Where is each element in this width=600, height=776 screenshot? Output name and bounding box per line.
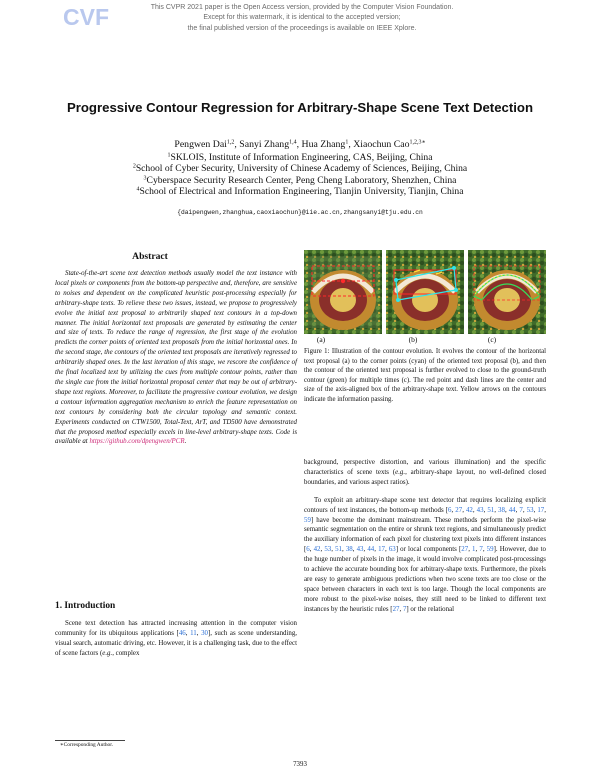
citation-link[interactable]: 27 — [392, 605, 400, 613]
cvf-logo — [62, 4, 114, 28]
figure-label-a: (a) — [316, 335, 326, 344]
affiliation-text: SKLOIS, Institute of Information Engineering, CAS, Beijing, China — [170, 152, 433, 163]
affiliation — [60, 163, 540, 174]
abstract-end: . — [184, 438, 187, 446]
citation-link[interactable]: 27 — [461, 546, 469, 554]
citation-link[interactable]: 7 — [519, 506, 523, 514]
affiliation — [60, 186, 540, 197]
citation-link[interactable]: 53 — [526, 506, 534, 514]
citation-link[interactable]: 44 — [367, 546, 375, 554]
citation-link[interactable]: 27 — [455, 506, 463, 514]
citation-link[interactable]: 43 — [476, 506, 484, 514]
citation-link[interactable]: 6 — [448, 506, 452, 514]
right-paragraph-1: background, perspective distortion, and various illumination) and the specific characteristics of scene texts (e.g., arbitrary-shape layout, no well-defined closed boundaries, and various aspect ratios). — [304, 459, 546, 486]
citation-link[interactable]: 63 — [388, 546, 396, 554]
paper-title: Progressive Contour Regression for Arbitrary-Shape Scene Text Detection — [66, 100, 534, 115]
abstract-heading: Abstract — [132, 251, 168, 262]
affiliation-marker: 2 — [132, 163, 136, 170]
citation-link[interactable]: 42 — [313, 546, 321, 554]
affiliation-text: School of Cyber Security, University of Chinese Academy of Sciences, Beijing, China — [135, 163, 468, 175]
figure-label-c: (c) — [487, 335, 497, 344]
citation-link[interactable]: 30 — [201, 629, 208, 637]
footnote-divider — [55, 740, 125, 741]
affiliation-marker: 3 — [143, 175, 147, 182]
citation-link[interactable]: 51 — [335, 546, 342, 554]
citation-link[interactable]: 51 — [487, 506, 495, 514]
footnote: ∗Corresponding Author. — [60, 742, 114, 748]
code-url-link[interactable]: https://github.com/dpengwen/PCR — [89, 438, 185, 446]
figure-label-b: (b) — [408, 335, 418, 344]
citation-link[interactable]: 6 — [306, 546, 310, 554]
affiliation-marker: 4 — [136, 186, 140, 193]
open-access-watermark — [126, 3, 478, 34]
affiliation-marker: 1 — [167, 152, 171, 159]
citation-link[interactable]: 53 — [324, 546, 332, 554]
intro-paragraph-1: Scene text detection has attracted increasing attention in the computer vision community for its ubiquitous applications [46, 11, 30], such as scene understanding, visual search, automatic driving, etc. However, it is a challenging task, due to the effect of scene factors (e.g., complex — [55, 620, 298, 657]
section-heading-introduction: 1. Introduction — [55, 601, 116, 611]
citation-link[interactable]: 42 — [465, 506, 473, 514]
watermark-line: the final published version of the proceedings is available on IEEE Xplore. — [187, 24, 417, 32]
figure-panel-a — [304, 250, 382, 334]
author-affiliation-marker: 1,2,3∗ — [409, 139, 426, 146]
citation-link[interactable]: 59 — [304, 516, 311, 524]
author-affiliation-marker: 1 — [345, 139, 349, 146]
citation-link[interactable]: 7 — [402, 605, 407, 613]
italic-text: e.g. — [102, 649, 113, 657]
affiliation-text: Cyberspace Security Research Center, Peng Cheng Laboratory, Shenzhen, China — [146, 174, 457, 186]
affiliation-list — [60, 152, 540, 197]
author-name: Xiaochun Cao — [353, 139, 410, 150]
citation-link[interactable]: 7 — [479, 546, 483, 554]
citation-link[interactable]: 38 — [498, 506, 505, 514]
author-affiliation-marker: 1,4 — [289, 139, 297, 146]
author-name: Sanyi Zhang — [239, 139, 290, 150]
figure-caption: Figure 1: Illustration of the contour evolution. It evolves the contour of the horizontal text proposal (a) to the corner points (cyan) of the oriented text proposal (b), and then the contour of the oriented text proposal is further evolved to close to the ground-truth contour (green) for multiple times (c). The red point and dash lines are the center and size of the axis-aligned box of the arbitrary-shape text. Yellow arrows on the contours indicate the information passing. — [304, 348, 546, 403]
citation-link[interactable]: 17 — [537, 506, 545, 514]
page-number: 7393 — [293, 761, 307, 768]
citation-link[interactable]: 17 — [378, 546, 385, 554]
affiliation-text: School of Electrical and Information Engineering, Tianjin University, Tianjin, China — [139, 185, 464, 197]
citation-link[interactable]: 44 — [508, 506, 516, 514]
figure-1 — [304, 250, 546, 344]
watermark-line: Except for this watermark, it is identical to the accepted version; — [203, 14, 401, 22]
citation-link[interactable]: 11 — [190, 629, 197, 637]
italic-text: e.g. — [395, 468, 406, 476]
author-list: Pengwen Dai$^{1,2}$, Sanyi Zhang$^{1,4}$, Hua Zhang$^1$, Xiaochun Cao$^{1,2,3∗}$ — [174, 139, 426, 150]
author-name: Hua Zhang — [301, 139, 346, 150]
right-paragraph-2: To exploit an arbitrary-shape scene text detector that requires localizing explicit contours of text instances, the bottom-up methods [6, 27, 42, 43, 51, 38, 44, 7, 53, 17, 59] have become the dominant mainstream. These methods perform the pixel-wise semantic segmentation on the entire or shrunk text regions, and simultaneously predict the auxiliary information of each pixel for clustering text pixels into different instances [6, 42, 53, 51, 38, 43, 44, 17, 63] or local components [27, 1, 7, 59]. However, due to the huge number of pixels in the image, it would involve complicated post-processings to achieve the accurate bounding box for arbitrary-shape texts. Furthermore, the pixels are easy to generate ambiguous predictions when two scene texts are too close or the space between characters in each text is too large. Though the local components are more robust to the pixel-wise noises, they still need to be linked to different text instances by the heuristic rules [27, 7] or the relational — [304, 496, 546, 613]
citation-link[interactable]: 1 — [472, 546, 476, 554]
citation-link[interactable]: 59 — [486, 546, 494, 554]
introduction-text — [55, 619, 297, 659]
author-emails: {daipengwen,zhanghua,caoxiaochun}@iie.ac.cn,zhangsanyi@tju.edu.cn — [177, 209, 423, 216]
abstract-text — [55, 269, 297, 447]
watermark-line: This CVPR 2021 paper is the Open Access version, provided by the Computer Vision Foundation. — [150, 4, 454, 11]
affiliation — [60, 175, 540, 186]
abstract-body: State-of-the-art scene text detection methods usually model the text instance with local pixels or components from the bottom-up perspective and, therefore, are sensitive to noises and dependent on the complicated heuristic post-processing especially for arbitrary-shape texts. To relieve these two issues, instead, we propose to progressively evolve the initial text proposal to arbitrarily shaped text contours in a top-down manner. The initial horizontal text proposals are generated by estimating the center and size of texts. To reduce the range of regression, the first stage of the evolution predicts the corner points of oriented text proposals from the initial horizontal ones. In the second stage, the contours of the oriented text proposals are iteratively regressed to arbitrarily shaped ones. In the last iteration of this stage, we rescore the confidence of the final localized text by utilizing the cues from multiple contour points, rather than the single cue from the initial horizontal proposal center that may be out of arbitrary-shape text regions. Moreover, to facilitate the progressive contour evolution, we design a contour information aggregation mechanism to enrich the feature representation on text contours by considering both the circular topology and semantic context. Experiments conducted on CTW1500, Total-Text, ArT, and TD500 have demonstrated that the proposed method especially excels in line-level arbitrary-shape texts. Code is available at — [55, 270, 297, 446]
cvf-logo-text: CVF — [63, 4, 109, 28]
citation-link[interactable]: 38 — [345, 546, 353, 554]
author-name: Pengwen Dai — [174, 139, 227, 150]
right-column-text — [304, 458, 546, 615]
figure-panel-c — [468, 250, 546, 334]
figure-panel-b — [386, 250, 464, 334]
affiliation — [60, 152, 540, 163]
citation-link[interactable]: 46 — [178, 629, 186, 637]
citation-link[interactable]: 43 — [356, 546, 364, 554]
author-affiliation-marker: 1,2 — [226, 139, 235, 146]
